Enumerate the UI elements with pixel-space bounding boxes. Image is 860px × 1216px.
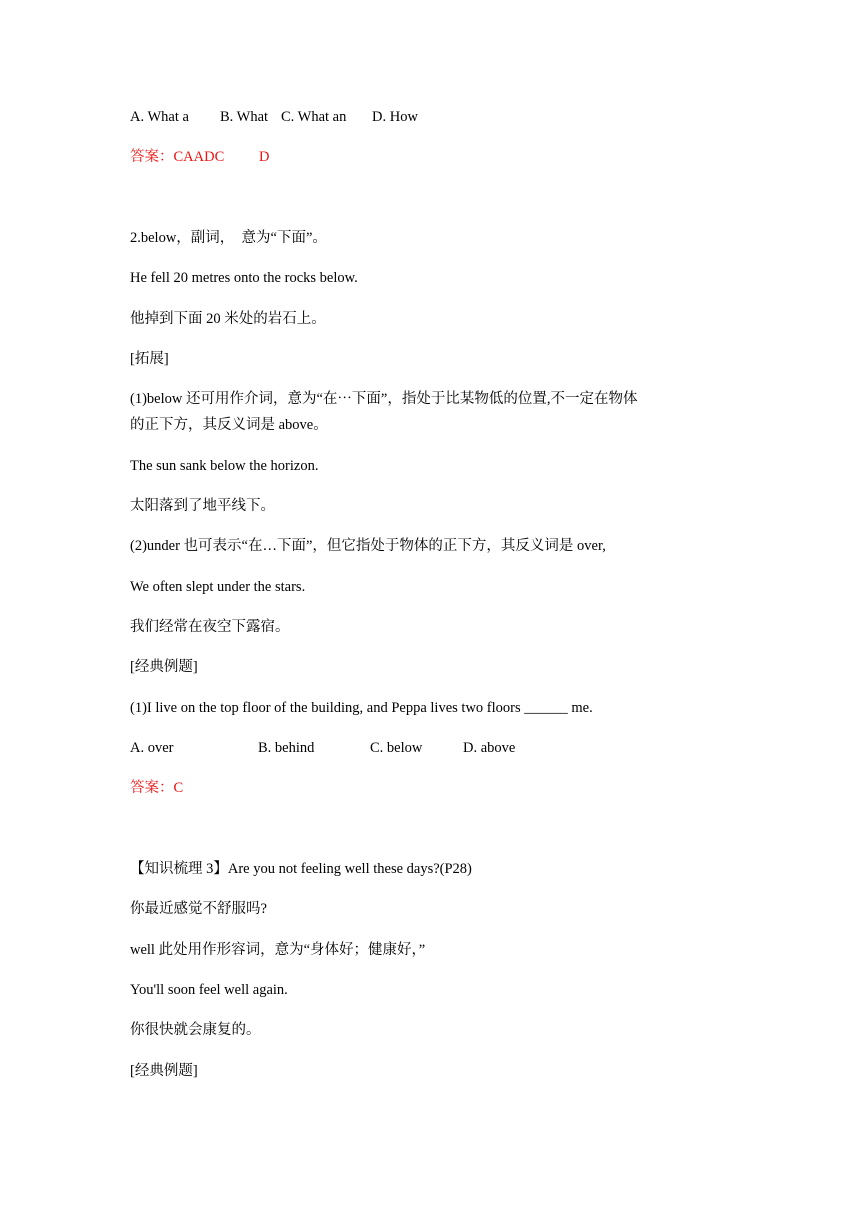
section2-example3-cn: 我们经常在夜空下露宿。	[130, 619, 290, 635]
q1-option-b: B. What	[220, 109, 269, 125]
section2-option-c: C. below	[370, 740, 423, 756]
section2-example2-cn: 太阳落到了地平线下。	[130, 498, 275, 514]
section3-example-cn: 你很快就会康复的。	[130, 1022, 261, 1038]
section2-note1-line2: 的正下方，其反义词是 above。	[130, 417, 328, 433]
section2-example3-en: We often slept under the stars.	[130, 579, 306, 595]
section2-option-a: A. over	[130, 740, 174, 756]
section2-options-row	[130, 738, 730, 758]
q1-answer-tail: D	[259, 149, 270, 165]
q1-option-a: A. What a	[130, 109, 189, 125]
section2-example-cn: 他掉到下面 20 米处的岩石上。	[130, 311, 326, 327]
section2-heading: 2.below，副词， 意为“下面”。	[130, 230, 327, 246]
q1-answer-row	[130, 147, 530, 167]
section3-classic-label: [经典例题]	[130, 1063, 198, 1079]
section3-explain: well 此处用作形容词，意为“身体好；健康好，”	[130, 942, 426, 958]
section2-classic-label: [经典例题]	[130, 659, 198, 675]
section3-example-en: You'll soon feel well again.	[130, 982, 288, 998]
section2-example2-en: The sun sank below the horizon.	[130, 458, 319, 474]
section2-example-en: He fell 20 metres onto the rocks below.	[130, 270, 358, 286]
q1-options-row	[130, 107, 730, 127]
section2-note2: (2)under 也可表示“在…下面”，但它指处于物体的正下方，其反义词是 over,	[130, 538, 606, 554]
section3-translation: 你最近感觉不舒服吗?	[130, 901, 267, 917]
section2-question: (1)I live on the top floor of the building, and Peppa lives two floors ______ me.	[130, 700, 593, 716]
section3-heading: 【知识梳理 3】Are you not feeling well these days?(P28)	[130, 861, 472, 877]
q1-option-d: D. How	[372, 109, 418, 125]
section2-answer: 答案：C	[130, 780, 184, 796]
section2-option-b: B. behind	[258, 740, 315, 756]
q1-answer: 答案：CAADC	[130, 149, 225, 165]
q1-option-c: C. What an	[281, 109, 347, 125]
section2-note1-line1: (1)below 还可用作介词，意为“在⋯下面”，指处于比某物低的位置,不一定在物体	[130, 391, 638, 407]
section2-option-d: D. above	[463, 740, 516, 756]
section2-expand-label: [拓展]	[130, 351, 169, 367]
